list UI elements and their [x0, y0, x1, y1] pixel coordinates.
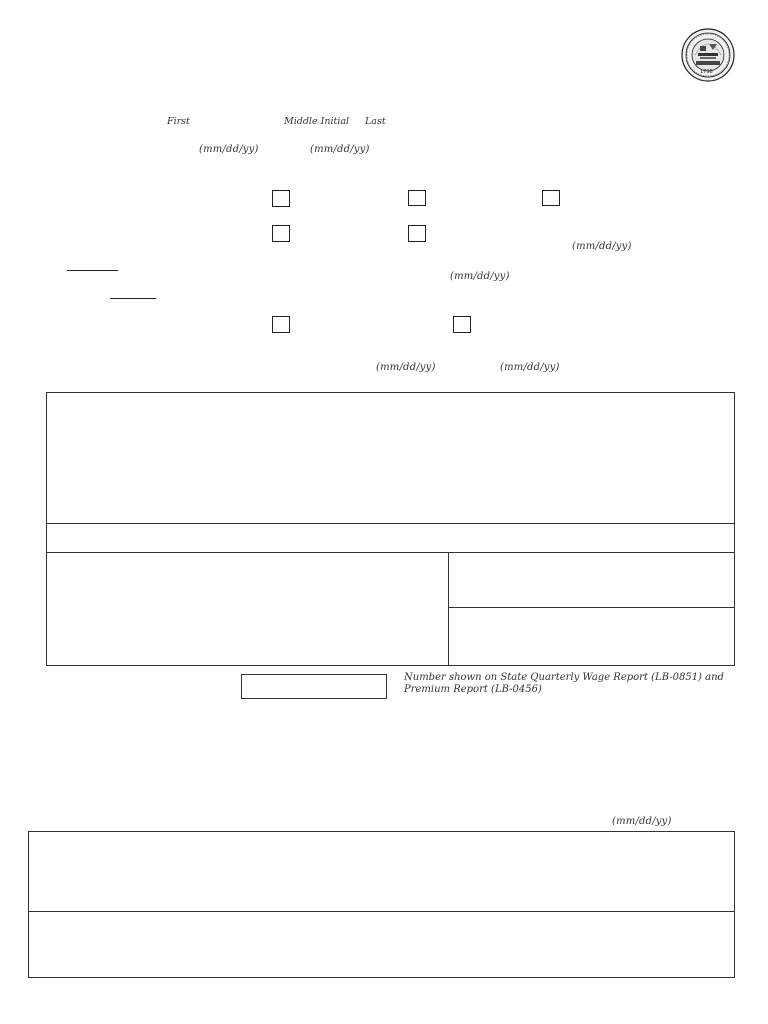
checkbox[interactable] [453, 316, 471, 333]
date-format-hint: (mm/dd/yy) [500, 362, 560, 373]
box-divider [448, 552, 449, 666]
note-line-2: Premium Report (LB-0456) [404, 684, 542, 695]
date-format-hint: (mm/dd/yy) [310, 144, 370, 155]
date-format-hint: (mm/dd/yy) [199, 144, 259, 155]
account-number-note [404, 672, 734, 696]
first-name-label: First [167, 116, 190, 127]
description-box[interactable] [46, 392, 735, 666]
checkbox[interactable] [542, 190, 560, 206]
note-line-1: Number shown on State Quarterly Wage Report (LB-0851) and [404, 672, 724, 683]
signature-box[interactable] [28, 831, 735, 978]
box-divider [46, 523, 735, 524]
box-divider [448, 607, 735, 608]
blank-underline[interactable] [110, 298, 156, 299]
checkbox[interactable] [272, 225, 290, 242]
checkbox[interactable] [272, 316, 290, 333]
checkbox[interactable] [408, 190, 426, 206]
date-format-hint: (mm/dd/yy) [376, 362, 436, 373]
date-format-hint: (mm/dd/yy) [450, 271, 510, 282]
checkbox[interactable] [272, 190, 290, 207]
box-divider [46, 552, 735, 553]
date-format-hint: (mm/dd/yy) [612, 816, 672, 827]
state-seal [681, 28, 735, 82]
seal-year: 1796 [700, 69, 713, 75]
blank-underline[interactable] [67, 270, 118, 271]
last-name-label: Last [365, 116, 386, 127]
box-divider [28, 911, 735, 912]
middle-initial-label: Middle Initial [284, 116, 350, 127]
date-format-hint: (mm/dd/yy) [572, 241, 632, 252]
checkbox[interactable] [408, 225, 426, 242]
account-number-field[interactable] [241, 674, 387, 699]
